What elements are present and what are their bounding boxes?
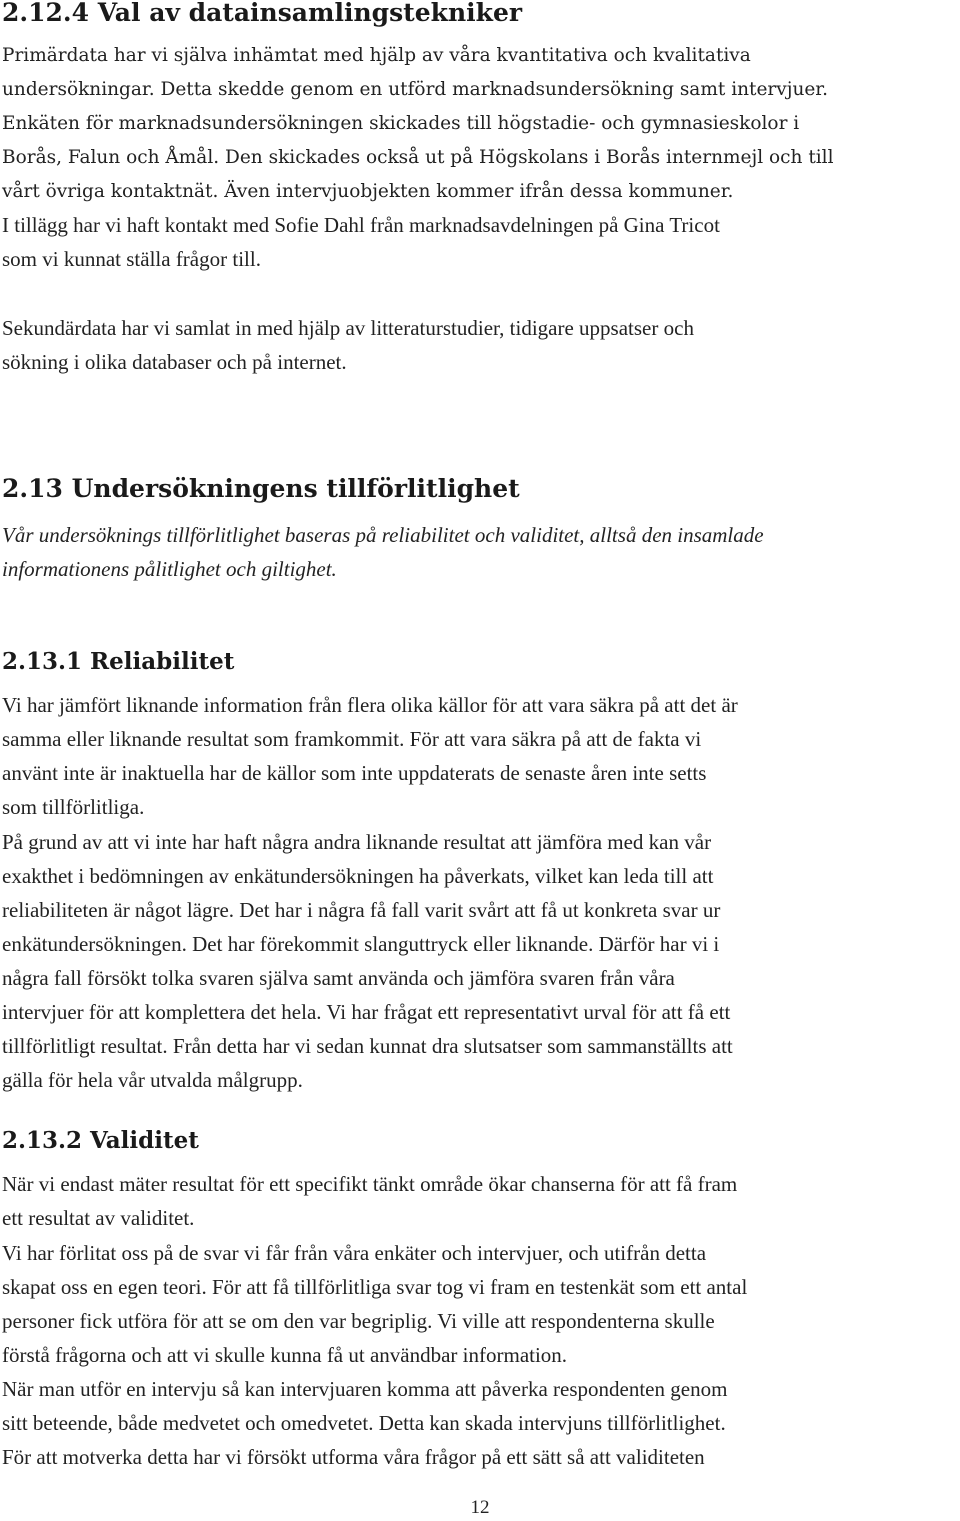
text-line: Sekundärdata har vi samlat in med hjälp av litteraturstudier, tidigare uppsatser och xyxy=(2,316,694,340)
text-line: några fall försökt tolka svaren själva samt använda och jämföra svaren från våra xyxy=(2,966,675,990)
page-number: 12 xyxy=(470,1497,490,1518)
text-line: gälla för hela vår utvalda målgrupp. xyxy=(2,1068,303,1092)
text-line: använt inte är inaktuella har de källor som inte uppdaterats de senaste åren inte setts xyxy=(2,761,707,785)
text-line: Enkäten för marknadsundersökningen skickades till högstadie- och gymnasieskolor i xyxy=(2,113,800,134)
text-line: vårt övriga kontaktnät. Även intervjuobjekten kommer ifrån dessa kommuner. xyxy=(2,181,734,202)
text-line: ett resultat av validitet. xyxy=(2,1206,195,1230)
text-line: undersökningar. Detta skedde genom en utförd marknadsundersökning samt intervjuer. xyxy=(2,79,828,100)
heading-2-13: 2.13 Undersökningens tillförlitlighet xyxy=(2,474,520,503)
text-line: personer fick utföra för att se om den var begriplig. Vi ville att respondenterna skulle xyxy=(2,1309,715,1333)
text-line: förstå frågorna och att vi skulle kunna få ut användbar information. xyxy=(2,1343,568,1367)
text-line: Primärdata har vi själva inhämtat med hjälp av våra kvantitativa och kvalitativa xyxy=(2,45,751,66)
text-line: samma eller liknande resultat som framkommit. För att vara säkra på att de fakta vi xyxy=(2,727,702,751)
paragraph-reliability-assessment xyxy=(2,825,958,1097)
text-line: sökning i olika databaser och på internet. xyxy=(2,350,347,374)
paragraph-contact xyxy=(2,208,958,276)
text-line: skapat oss en egen teori. För att få tillförlitliga svar tog vi fram en testenkät som ett antal xyxy=(2,1275,748,1299)
text-line: När vi endast mäter resultat för ett specifikt tänkt område ökar chanserna för att få fram xyxy=(2,1172,738,1196)
paragraph-validity-interview xyxy=(2,1372,958,1474)
text-line: På grund av att vi inte har haft några andra liknande resultat att jämföra med kan vår xyxy=(2,830,712,854)
text-line: Borås, Falun och Åmål. Den skickades också ut på Högskolans i Borås internmejl och till xyxy=(2,147,834,168)
text-line: sitt beteende, både medvetet och omedvetet. Detta kan skada intervjuns tillförlitlighet. xyxy=(2,1411,726,1435)
text-line: Vår undersöknings tillförlitlighet baseras på reliabilitet och validitet, alltså den insamlade xyxy=(2,523,764,547)
text-line: som tillförlitliga. xyxy=(2,795,145,819)
text-line: Vi har jämfört liknande information från flera olika källor för att vara säkra på att det är xyxy=(2,693,738,717)
paragraph-validity-scope xyxy=(2,1167,958,1235)
text-line: som vi kunnat ställa frågor till. xyxy=(2,247,261,271)
text-line: När man utför en intervju så kan intervjuaren komma att påverka respondenten genom xyxy=(2,1377,728,1401)
heading-2-13-2: 2.13.2 Validitet xyxy=(2,1127,199,1154)
heading-2-13-1: 2.13.1 Reliabilitet xyxy=(2,648,235,675)
text-line: intervjuer för att komplettera det hela. Vi har frågat ett representativt urval för att få ett xyxy=(2,1000,731,1024)
paragraph-secondary-data xyxy=(2,311,958,379)
text-line: Vi har förlitat oss på de svar vi får från våra enkäter och intervjuer, och utifrån detta xyxy=(2,1241,707,1265)
text-line: enkätundersökningen. Det har förekommit slanguttryck eller liknande. Därför har vi i xyxy=(2,932,720,956)
paragraph-primary-data xyxy=(2,39,958,209)
text-line: tillförlitligt resultat. Från detta har vi sedan kunnat dra slutsatser som sammanställts att xyxy=(2,1034,733,1058)
text-line: informationens pålitlighet och giltighet. xyxy=(2,557,337,581)
paragraph-reliability-intro xyxy=(2,518,958,586)
paragraph-validity-test xyxy=(2,1236,958,1372)
text-line: I tillägg har vi haft kontakt med Sofie Dahl från marknadsavdelningen på Gina Tricot xyxy=(2,213,720,237)
paragraph-reliability-sources xyxy=(2,688,958,824)
text-line: exakthet i bedömningen av enkätundersökningen ha påverkats, vilket kan leda till att xyxy=(2,864,714,888)
text-line: reliabiliteten är något lägre. Det har i några få fall varit svårt att få ut konkreta svar ur xyxy=(2,898,721,922)
text-line: För att motverka detta har vi försökt utforma våra frågor på ett sätt så att validiteten xyxy=(2,1445,705,1469)
heading-2-12-4: 2.12.4 Val av datainsamlingstekniker xyxy=(2,0,523,27)
